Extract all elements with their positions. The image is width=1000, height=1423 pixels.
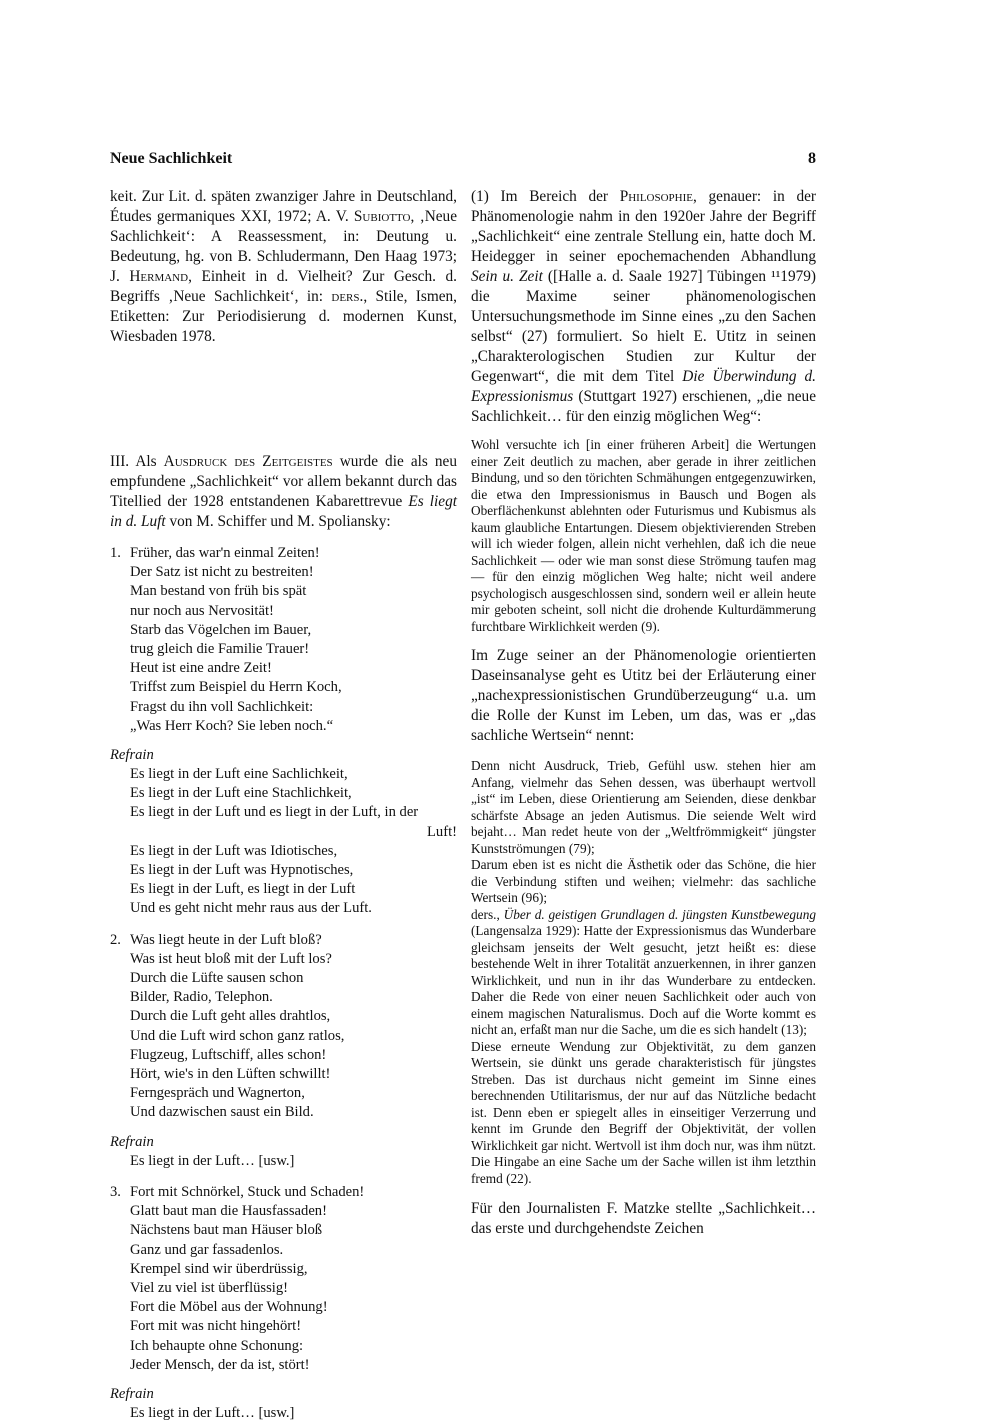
song-stanza-2: 2. Was liegt heute in der Luft bloß? Was ist heut bloß mit der Luft los? Durch die Lüfte sausen schon Bilder, Radio, Telephon. Durch die Luft geht alles drahtlos, Und die Luft wird schon ganz ratlos, Flugzeug, Luftschiff, alles schon! Hört, wie's in den Lüften schwillt! Ferngespräch und Wagnerton, Und dazwischen saust ein Bild. [110, 931, 345, 1121]
work-title: Über d. geistigen Grundlagen d. jüngsten Kunstbewegung [503, 906, 816, 922]
author-name: Hermand [129, 268, 189, 285]
block-quote-utitz: Wohl versuchte ich [in einer früheren Arbeit] die Wertungen einer Zeit deutlich zu machen, aber gerade in ihrer zeitlichen Bindung, und so den törichten Schmähungen entgegenzuwirken, die etwa den Impressionismus in Bausch und Bogen als Oberflächenkunst ablehnten oder Futurismus und Kubismus als kaum glaubliche Entartungen. Diesem objektivierenden Streben will ich wieder folgen, allein nicht verhehlen, daß ich die neue Sachlichkeit — oder wie man sonst diese Strömung taufen mag — für den einzig möglichen Weg halte; nicht weil andere psychologisch ausgeschlossen sind, sondern weil er allein heute mir geboten scheint, soll nicht die drohende Kulturdämmerung furchtbare Wirklichkeit werden (9). [471, 437, 816, 634]
section-keyword: Philosophie [619, 188, 693, 205]
work-title: Die Überwindung d. Expressionismus [471, 368, 816, 405]
refrain-label: Refrain [110, 747, 154, 764]
song-stanza-1: 1. Früher, das war'n einmal Zeiten! Der Satz ist nicht zu bestreiten! Man bestand von früh bis spät nur noch aus Nervosität! Starb das Vögelchen im Bauer, trug gleich die Familie Trauer! Heut ist eine andre Zeit! Triffst zum Beispiel du Herrn Koch, Fragst du ihn voll Sachlichkeit: „Was Herr Koch? Sie leben noch.“ [110, 545, 342, 734]
section-keyword: Ausdruck des Zeitgeistes [163, 453, 333, 470]
author-name: Subiotto [353, 208, 411, 225]
matzke-paragraph: Für den Journalisten F. Matzke stellte „Sachlichkeit… das erste und durchgehendste Zeichen [471, 1200, 816, 1237]
refrain-label: Refrain [110, 1385, 154, 1402]
song-stanza-3: 3. Fort mit Schnörkel, Stuck und Schaden! Glatt baut man die Hausfassaden! Nächstens baut man Häuser bloß Ganz und gar fassadenlos. Krempel sind wir überdrüssig, Viel zu viel ist überflüssig! Fort die Möbel aus der Wohnung! Fort mit was nicht hingehört! Ich behaupte ohne Schonung: Jeder Mensch, der da ist, stört! [110, 1183, 365, 1373]
work-title: Sein u. Zeit [471, 268, 543, 285]
right-column [471, 187, 816, 1239]
daseinsanalyse-paragraph: Im Zuge seiner an der Phänomenologie orientierten Daseinsanalyse geht es Utitz bei der Erläuterung einer „nachexpressionistischen Grundüberzeugung“ u.a. um die Rolle der Kunst im Leben, um das, was er „das sachliche Wertsein“ nennt: [471, 647, 816, 744]
philosophy-paragraph: (1) Im Bereich der Philosophie, genauer: in der Phänomenologie nahm in den 1920er Jahre der Begriff „Sachlichkeit“ eine zentrale Stellung ein, hatte doch M. Heidegger in seiner epochemachenden Abhandlung Sein u. Zeit ([Halle a. d. Saale 1927] Tübingen ¹¹1979) die Maxime seiner phänomenologischen Untersuchungsmethode im Sinne eines „zu den Sachen selbst“ (27) formuliert. So hielt E. Utitz in seinen „Charakterologischen Studien zur Kultur der Gegenwart“, die mit dem Titel Die Überwindung d. Expressionismus (Stuttgart 1927) erschienen, „die neue Sachlichkeit… für den einzig möglichen Weg“: [471, 188, 816, 425]
refrain-3: Refrain Es liegt in der Luft… [usw.] [110, 1385, 457, 1423]
running-title: Neue Sachlichkeit [110, 150, 233, 167]
left-column [110, 187, 457, 1423]
bibliography-continuation: keit. Zur Lit. d. späten zwanziger Jahre in Deutschland, Études germaniques XXI, 1972; A. V. Subiotto, ‚Neue Sachlichkeit‘: A Reassessment, in: Deutung u. Bedeutung, hg. von B. Schludermann, Den Haag 1973; J. Hermand, Einheit in d. Vielheit? Zur Gesch. d. Begriffs ‚Neue Sachlichkeit‘, in: ders., Stile, Ismen, Etiketten: Zur Periodisierung d. modernen Kunst, Wiesbaden 1978. [110, 188, 457, 345]
block-quote-wertsein: Denn nicht Ausdruck, Trieb, Gefühl usw. stehen hier am Anfang, vielmehr das Sehen dessen, was überhaupt wertvoll „ist“ im Leben, diese Orientierung am Seienden, diese denkbar schärfste Absage an jeden Autismus. Die seiende Welt wird bejaht… Man redet heute von der „Weltfrömmigkeit“ jüngster Kunstströmungen (79); Darum eben ist es nicht die Ästhetik oder das Schöne, die hier die Verbindung stiften und weihen; vielmehr: das sachliche Wertsein (96); ders., Über d. geistigen Grundlagen d. jüngsten Kunstbewegung (Langensalza 1929): Hatte der Expressionismus das Wunderbare gleichsam jenseits der Welt gesucht, jetzt heißt es: diese bestehende Welt in ihrer Totalität anzuerkennen, in ihrer ganzen Wirklichkeit, und nun in ihr das Wunderbare zu entdecken. Daher die Rede von einer neuen Sachlichkeit oder auch von einem magischen Naturalismus. Doch auf die Worte kommt es nicht an, erfaßt man nur die Sache, um die es sich handelt (13); Diese erneute Wendung zur Objektivität, zu dem ganzen Wertsein, sie dünkt uns gerade charakteristisch für jüngstes Streben. Das ist durchaus nicht gemeint im Sinne eines berechnenden Utilitarismus, der nur auf das Nützliche bedacht ist. Denn eben er spiegelt alles in einseitiger Verzerrung und kennt im Grunde den Begriff der Objektivität, der vollen Wirklichkeit gar nicht. Wertvoll ist ihm doch nur, was ihm nützt. Die Hingabe an eine Sache um der Sache willen ist ihm letzthin fremd (22). [471, 758, 816, 1186]
refrain-label: Refrain [110, 1133, 154, 1150]
section-iii-paragraph: III. Als Ausdruck des Zeitgeistes wurde die als neu empfundene „Sachlichkeit“ vor allem bekannt durch das Titellied der 1928 entstandenen Kabarettrevue Es liegt in d. Luft von M. Schiffer und M. Spoliansky: [110, 453, 457, 530]
refrain-1: Refrain Es liegt in der Luft eine Sachlichkeit, Es liegt in der Luft eine Stachlichkeit, Es liegt in der Luft und es liegt in der Luft, in der Luft! Es liegt in der Luft was Idiotisches, Es liegt in der Luft was Hypnotisches, Es liegt in der Luft, es liegt in der Luft Und es geht nicht mehr raus aus der Luft. [110, 747, 457, 917]
work-title: Es liegt in d. Luft [110, 493, 457, 530]
author-name: ders. [331, 288, 364, 305]
page-number: 8 [808, 150, 816, 167]
refrain-2: Refrain Es liegt in der Luft… [usw.] [110, 1133, 457, 1171]
